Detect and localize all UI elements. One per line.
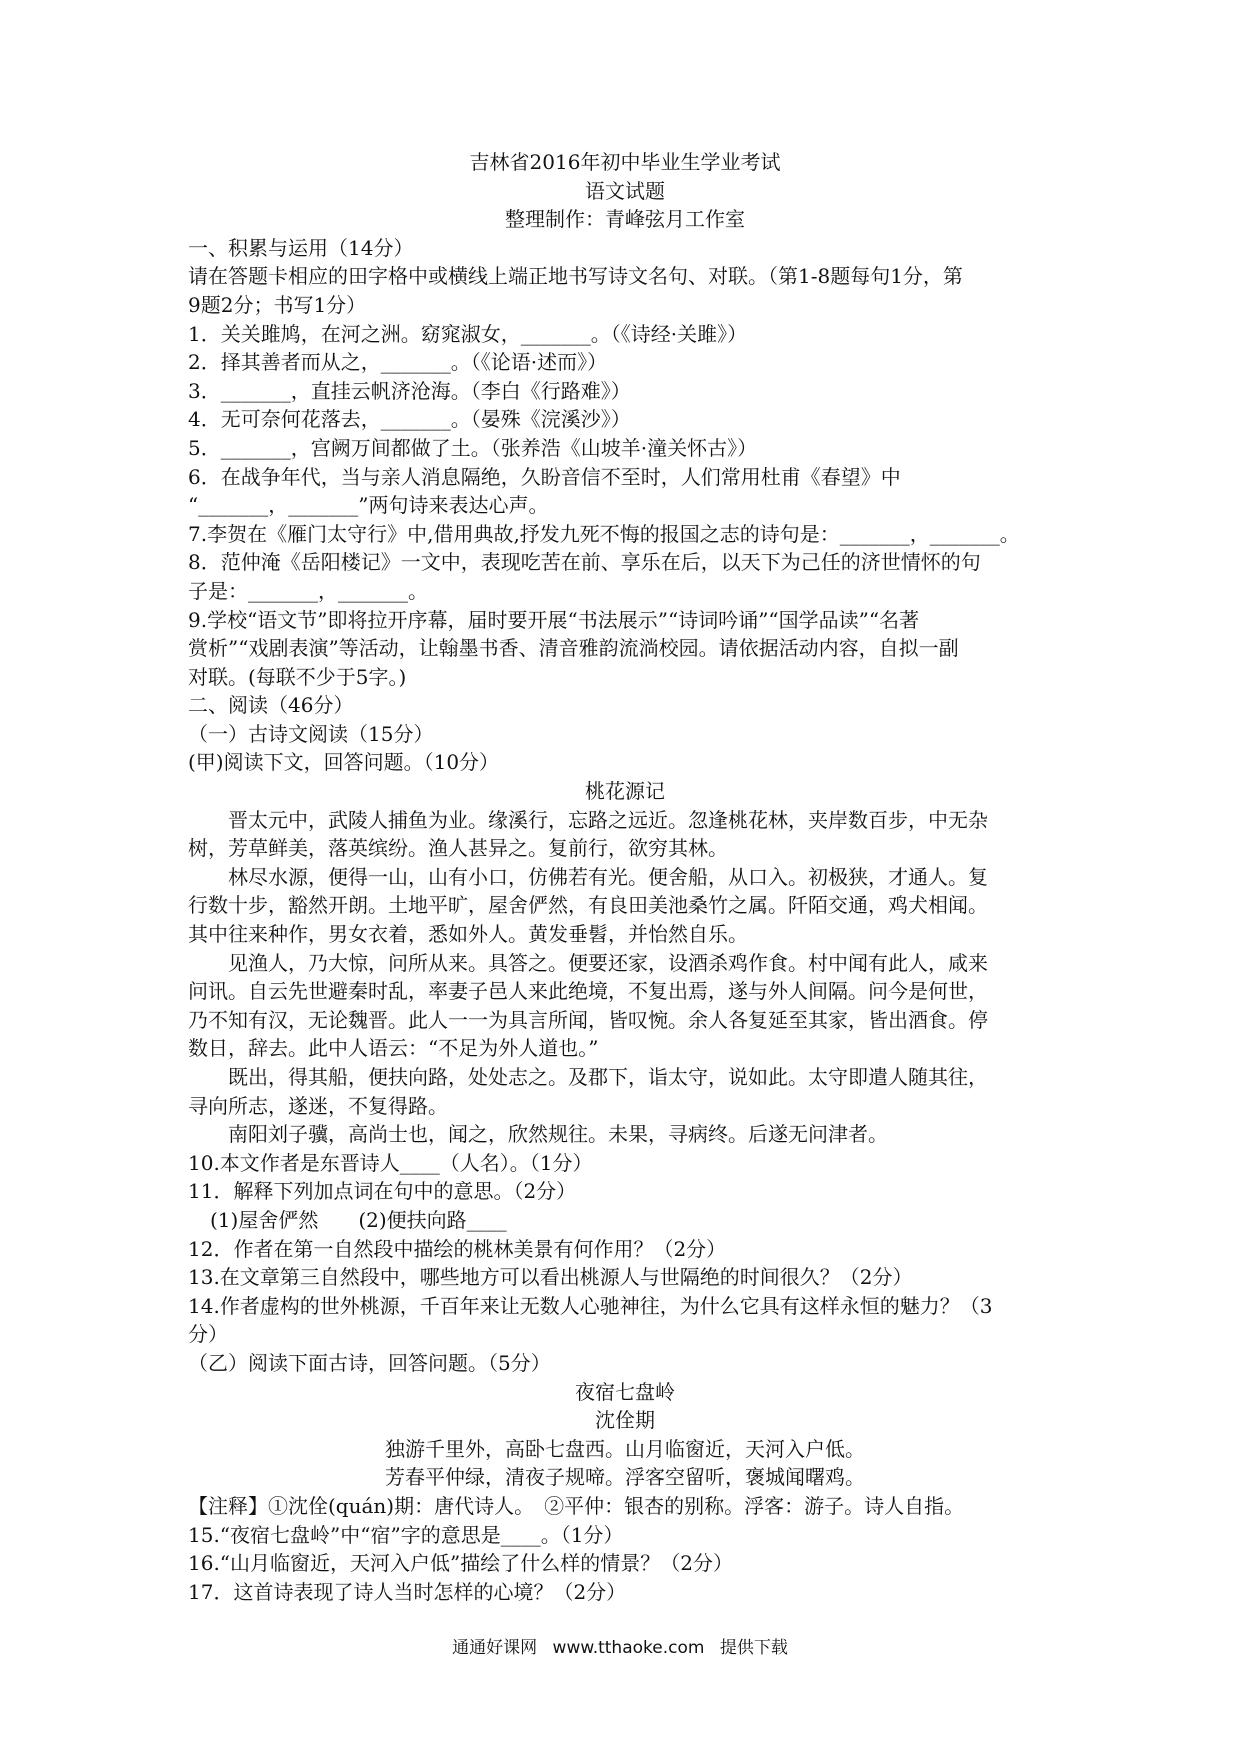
poem-line-1: 独游千里外，高卧七盘西。山月临窗近，天河入户低。: [385, 1436, 865, 1461]
question-12: 12．作者在第一自然段中描绘的桃林美景有何作用？（2分）: [188, 1236, 727, 1261]
page-footer: [0, 1633, 1240, 1658]
article-paragraph-1-cont: 树，芳草鲜美，落英缤纷。渔人甚异之。复前行，欲穷其林。: [188, 836, 728, 861]
article-paragraph-5: 南阳刘子骥，高尚士也，闻之，欣然规往。未果，寻病终。后遂无问津者。: [228, 1122, 888, 1147]
question-6-cont: “_______，_______”两句诗来表达心声。: [188, 493, 549, 518]
question-15: 15.“夜宿七盘岭”中“宿”字的意思是____。（1分）: [188, 1522, 624, 1547]
question-14: 14.作者虚构的世外桃源，千百年来让无数人心驰神往，为什么它具有这样永恒的魅力？（3: [188, 1293, 993, 1318]
question-10: 10.本文作者是东晋诗人____（人名）。（1分）: [188, 1150, 593, 1175]
subsection-heading: （一）古诗文阅读（15分）: [188, 721, 434, 746]
article-paragraph-3-cont: 乃不知有汉，无论魏晋。此人一一为具言所闻，皆叹惋。余人各复延至其家，皆出酒食。停: [188, 1007, 988, 1032]
article-title: 桃花源记: [585, 779, 665, 804]
poem-line-2: 芳春平仲绿，清夜子规啼。浮客空留听，褒城闻曙鸡。: [385, 1465, 865, 1490]
question-3: 3．_______，直挂云帆济沧海。（李白《行路难》）: [188, 378, 631, 403]
section1-instruction: 请在答题卡相应的田字格中或横线上端正地书写诗文名句、对联。（第1-8题每句1分，第: [188, 264, 963, 289]
poem-note: 【注释】①沈佺(quán)期：唐代诗人。 ②平仲：银杏的别称。浮客：游子。诗人自指。: [188, 1493, 965, 1518]
footer-suffix: 提供下载: [719, 1638, 788, 1658]
poem-title: 夜宿七盘岭: [575, 1379, 675, 1404]
part-a-heading: (甲)阅读下文，回答问题。（10分）: [188, 750, 500, 775]
article-paragraph-3-cont: 问讯。自云先世避秦时乱，率妻子邑人来此绝境，不复出焉，遂与外人间隔。问今是何世，: [188, 979, 988, 1004]
part-b-heading: （乙）阅读下面古诗，回答问题。（5分）: [188, 1350, 551, 1375]
question-2: 2．择其善者而从之，_______。（《论语·述而》）: [188, 350, 608, 375]
question-5: 5．_______，宫阙万间都做了土。（张养浩《山坡羊·潼关怀古》）: [188, 435, 758, 460]
article-paragraph-2: 林尽水源，便得一山，山有小口，仿佛若有光。便舍船，从口入。初极狭，才通人。复: [228, 864, 988, 889]
question-1: 1．关关雎鸠，在河之洲。窈窕淑女，_______。（《诗经·关雎》）: [188, 321, 748, 346]
section2-heading: 二、阅读（46分）: [188, 693, 354, 718]
question-6: 6．在战争年代，当与亲人消息隔绝，久盼音信不至时，人们常用杜甫《春望》中: [188, 464, 901, 489]
question-11-items: (1)屋舍俨然 (2)便扶向路____: [210, 1207, 507, 1232]
poem-author: 沈佺期: [595, 1408, 655, 1433]
question-9-cont: 对联。(每联不少于5字。): [188, 664, 407, 689]
article-paragraph-2-cont: 其中往来种作，男女衣着，悉如外人。黄发垂髫，并怡然自乐。: [188, 922, 748, 947]
question-8-cont: 子是：_______，_______。: [188, 578, 428, 603]
article-paragraph-2-cont: 行数十步，豁然开朗。土地平旷，屋舍俨然，有良田美池桑竹之属。阡陌交通，鸡犬相闻。: [188, 893, 988, 918]
footer-url: www.tthaoke.com: [552, 1638, 705, 1658]
question-9: 9.学校“语文节”即将拉开序幕，届时要开展“书法展示”“诗词吟诵”“国学品读”“名著: [188, 607, 920, 632]
article-paragraph-3: 见渔人，乃大惊，问所从来。具答之。便要还家，设酒杀鸡作食。村中闻有此人，咸来: [228, 950, 988, 975]
section1-instruction-cont: 9题2分；书写1分）: [188, 292, 367, 317]
question-17: 17．这首诗表现了诗人当时怎样的心境？（2分）: [188, 1579, 627, 1604]
question-9-cont: 赏析”“戏剧表演”等活动，让翰墨书香、清音雅韵流淌校园。请依据活动内容，自拟一副: [188, 636, 959, 661]
question-14-cont: 分）: [188, 1322, 228, 1347]
question-4: 4．无可奈何花落去，_______。（晏殊《浣溪沙》）: [188, 407, 631, 432]
question-8: 8．范仲淹《岳阳楼记》一文中，表现吃苦在前、享乐在后，以天下为己任的济世情怀的句: [188, 550, 981, 575]
question-16: 16.“山月临窗近，天河入户低”描绘了什么样的情景？（2分）: [188, 1551, 733, 1576]
producer-credit: 整理制作：青峰弦月工作室: [505, 207, 745, 232]
question-7: 7.李贺在《雁门太守行》中,借用典故,抒发九死不悔的报国之志的诗句是：_______，_______。: [188, 521, 1020, 546]
article-paragraph-4: 既出，得其船，便扶向路，处处志之。及郡下，诣太守，说如此。太守即遣人随其往，: [228, 1065, 988, 1089]
section1-heading: 一、积累与运用（14分）: [188, 235, 414, 260]
article-paragraph-4-cont: 寻向所志，遂迷，不复得路。: [188, 1093, 448, 1118]
exam-subtitle: 语文试题: [585, 178, 665, 203]
exam-title: 吉林省2016年初中毕业生学业考试: [469, 150, 781, 174]
article-paragraph-3-cont: 数日，辞去。此中人语云：“不足为外人道也。”: [188, 1036, 599, 1061]
question-13: 13.在文章第三自然段中，哪些地方可以看出桃源人与世隔绝的时间很久？（2分）: [188, 1265, 913, 1290]
footer-site-name: 通通好课网: [452, 1638, 538, 1658]
article-paragraph-1: 晋太元中，武陵人捕鱼为业。缘溪行，忘路之远近。忽逢桃花林，夹岸数百步，中无杂: [228, 807, 988, 832]
exam-page: [188, 148, 1062, 1606]
question-11: 11．解释下列加点词在句中的意思。（2分）: [188, 1179, 577, 1204]
